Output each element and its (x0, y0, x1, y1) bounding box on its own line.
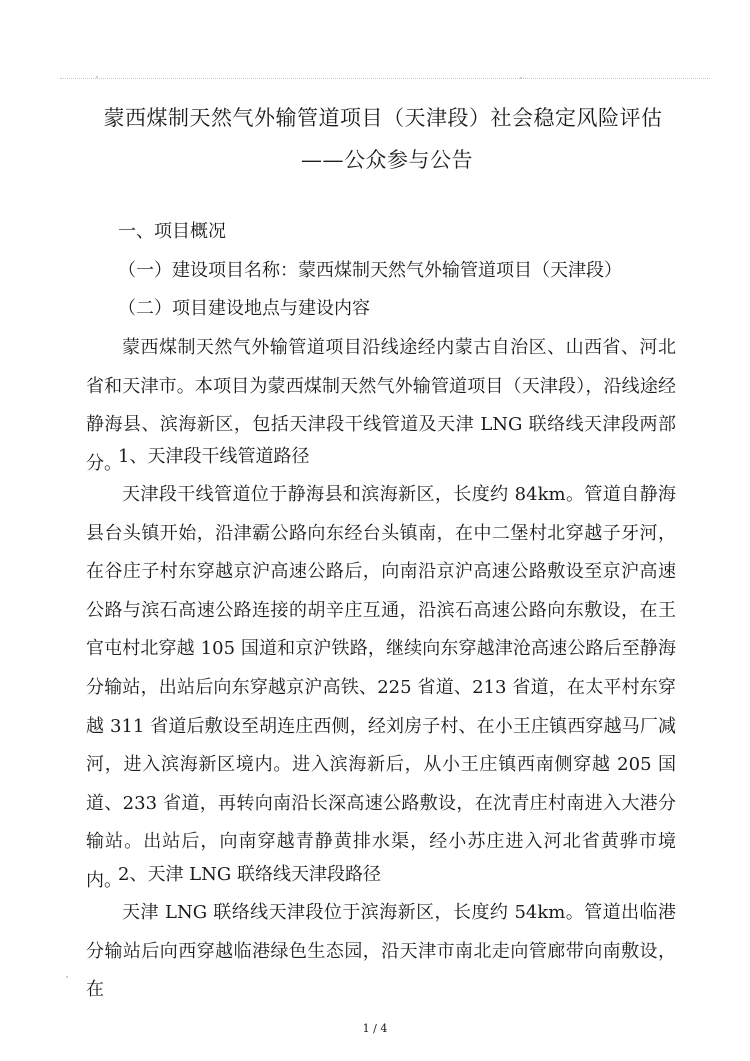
route2-heading: 2、天津 LNG 联络线天津段路径 (118, 864, 381, 885)
scan-speck (66, 976, 68, 978)
scan-edge-line (60, 78, 710, 79)
subsection-project-name: （一）建设项目名称：蒙西煤制天然气外输管道项目（天津段） (118, 260, 622, 281)
route1-paragraph: 天津段干线管道位于静海县和滨海新区，长度约 84km。管道自静海县台头镇开始，沿津霸公路向东经台头镇南，在中二堡村北穿越子牙河，在谷庄子村东穿越京沪高速公路后，向南沿京沪高速公路敷设至京沪高速公路与滨石高速公路连接的胡辛庄互通，沿滨石高速公路向东敷设，在王官屯村北穿越 105 国道和京沪铁路，继续向东穿越津沧高速公路后至静海分输站，出站后向东穿越京沪高铁、225 省道、213 省道，在太平村东穿越 311 省道后敷设至胡连庄西侧，经刘房子村、在小王庄镇西穿越马厂减河，进入滨海新区境内。进入滨海新后，从小王庄镇西南侧穿越 205 国道、233 省道，再转向南沿长深高速公路敷设，在沈青庄村南进入大港分输站。出站后，向南穿越青静黄排水渠，经小苏庄进入河北省黄骅市境内。 (86, 484, 676, 891)
intro-paragraph: 蒙西煤制天然气外输管道项目沿线途经内蒙古自治区、山西省、河北省和天津市。本项目为蒙西煤制天然气外输管道项目（天津段），沿线途经静海县、滨海新区，包括天津段干线管道及天津 LNG 联络线天津段两部分。 (86, 337, 676, 474)
route2-paragraph: 天津 LNG 联络线天津段位于滨海新区，长度约 54km。管道出临港分输站后向西穿越临港绿色生态园，沿天津市南北走向管廊带向南敷设，在 (86, 902, 676, 1001)
document-subtitle: ——公众参与公告 (301, 148, 473, 172)
document-title: 蒙西煤制天然气外输管道项目（天津段）社会稳定风险评估 (103, 106, 663, 130)
subsection-location-content: （二）项目建设地点与建设内容 (118, 298, 370, 319)
page-number: 1 / 4 (362, 1022, 388, 1035)
scan-speck (520, 77, 522, 79)
route1-heading: 1、天津段干线管道路径 (118, 446, 310, 467)
section-heading-overview: 一、项目概况 (118, 221, 226, 242)
scan-speck (96, 76, 98, 78)
